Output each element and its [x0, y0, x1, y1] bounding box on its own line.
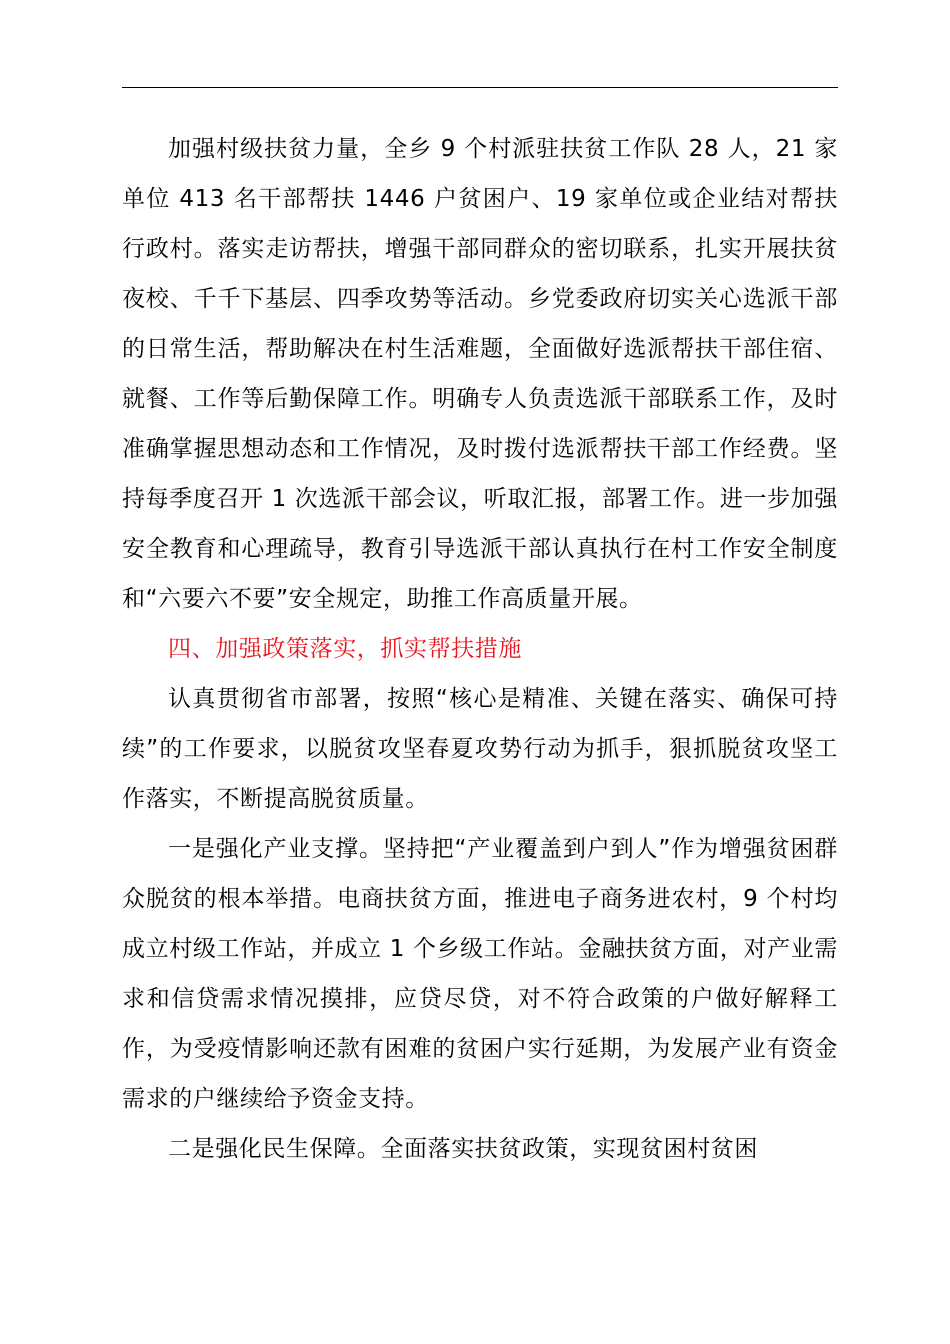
paragraph-livelihood: 二是强化民生保障。全面落实扶贫政策，实现贫困村贫困 [168, 1136, 758, 1162]
document-body [122, 124, 838, 1174]
paragraph-cadre-support: 加强村级扶贫力量，全乡 9 个村派驻扶贫工作队 28 人，21 家单位 413 名干部帮扶 1446 户贫困户、19 家单位或企业结对帮扶行政村。落实走访帮扶，增强干部同群众的密切联系，扎实开展扶贫夜校、千千下基层、四季攻势等活动。乡党委政府切实关心选派干部的日常生活，帮助解决在村生活难题，全面做好选派帮扶干部住宿、就餐、工作等后勤保障工作。明确专人负责选派干部联系工作，及时准确掌握思想动态和工作情况，及时拨付选派帮扶干部工作经费。坚持每季度召开 1 次选派干部会议，听取汇报，部署工作。进一步加强安全教育和心理疏导，教育引导选派干部认真执行在村工作安全制度和“六要六不要”安全规定，助推工作高质量开展。 [122, 136, 838, 612]
paragraph-industry-support: 一是强化产业支撑。坚持把“产业覆盖到户到人”作为增强贫困群众脱贫的根本举措。电商扶贫方面，推进电子商务进农村，9 个村均成立村级工作站，并成立 1 个乡级工作站。金融扶贫方面，对产业需求和信贷需求情况摸排，应贷尽贷，对不符合政策的户做好解释工作，为受疫情影响还款有困难的贫困户实行延期，为发展产业有资金需求的户继续给予资金支持。 [122, 836, 838, 1112]
section-heading-four: 四、加强政策落实，抓实帮扶措施 [168, 636, 522, 662]
paragraph-policy-intro: 认真贯彻省市部署，按照“核心是精准、关键在落实、确保可持续”的工作要求，以脱贫攻坚春夏攻势行动为抓手，狠抓脱贫攻坚工作落实，不断提高脱贫质量。 [122, 686, 838, 812]
header-rule [122, 87, 838, 88]
